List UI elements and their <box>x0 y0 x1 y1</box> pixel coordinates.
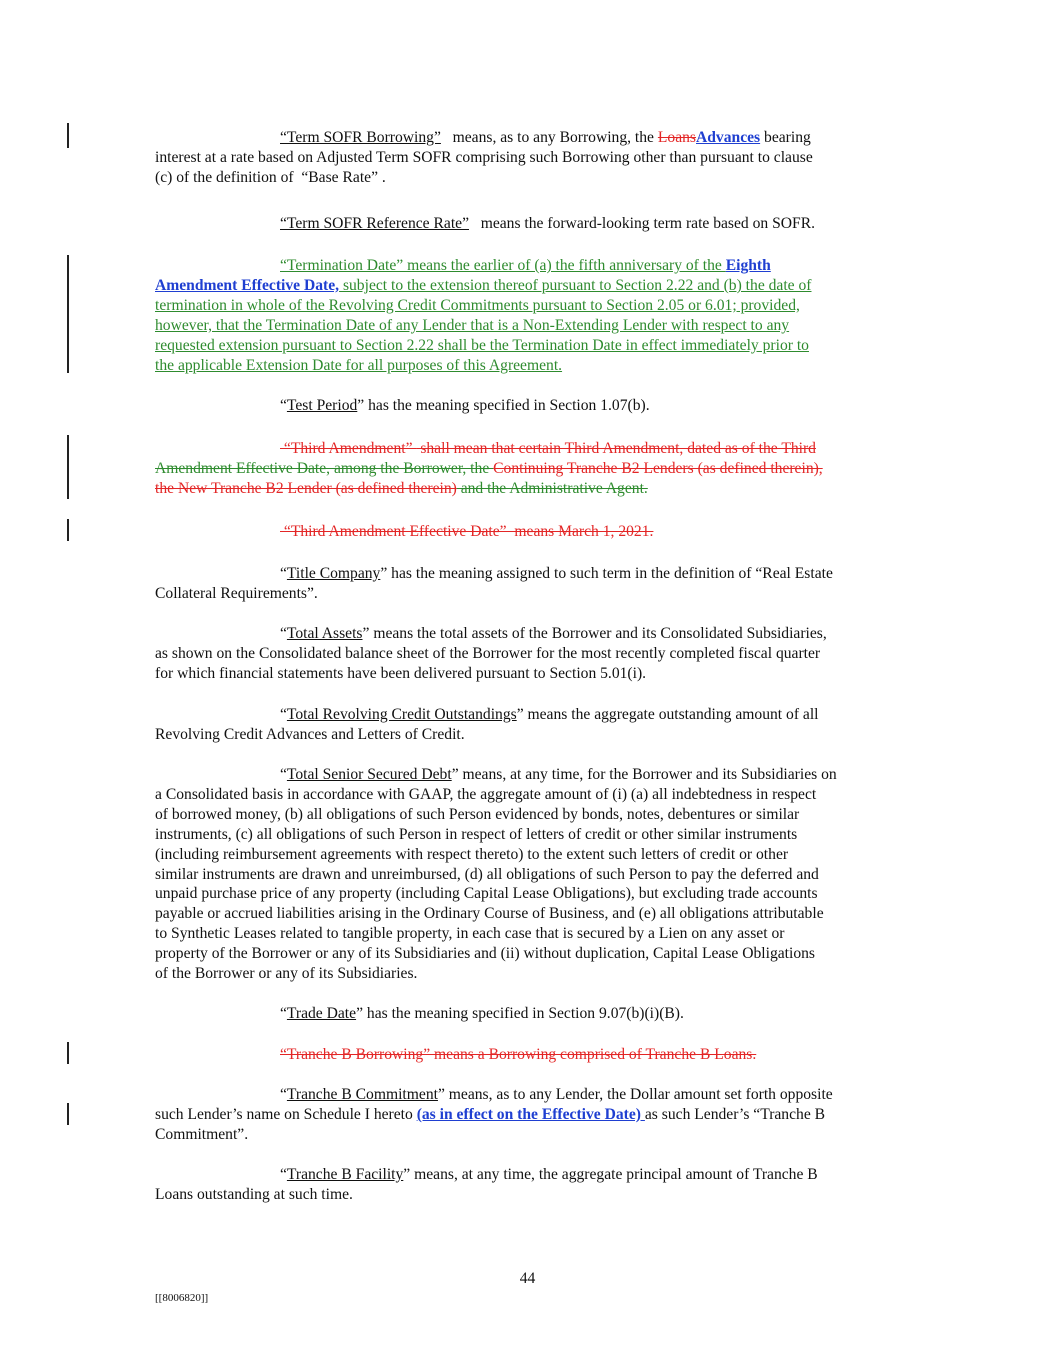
text: ” means, as to any Lender, the Dollar amount set forth opposite <box>437 1086 833 1103</box>
text: ” means the aggregate outstanding amount of all <box>516 706 819 723</box>
deleted-text: “Tranche B Borrowing” means a Borrowing comprised of Tranche B Loans. <box>280 1046 757 1063</box>
text: “ <box>280 625 287 642</box>
inserted-text: Advances <box>696 129 761 146</box>
defined-term: Title Company <box>286 565 381 582</box>
defined-term: Tranche B Facility <box>286 1166 404 1183</box>
text: ” has the meaning specified in Section 1.07(b). <box>357 397 650 414</box>
inserted-text: Amendment Effective Date, <box>155 276 340 294</box>
change-bar <box>67 255 69 373</box>
text-line: of borrowed money, (b) all obligations of such Person evidenced by bonds, notes, debentures or similar <box>155 805 800 823</box>
text: ” means the total assets of the Borrower and its Consolidated Subsidiaries, <box>362 625 827 642</box>
text: “ <box>280 397 287 414</box>
text: as such Lender’s “Tranche B <box>644 1105 826 1123</box>
definition-term-sofr-reference-rate <box>155 214 895 234</box>
deleted-text: means March 1, 2021. <box>510 523 654 540</box>
definition-tranche-b-borrowing <box>155 1045 895 1065</box>
text-line: a Consolidated basis in accordance with GAAP, the aggregate amount of (i) (a) all indebtedness in respect <box>155 785 817 803</box>
definition-trade-date <box>155 1004 895 1024</box>
definition-title-company <box>155 564 895 604</box>
text: means the forward-looking term rate based on SOFR. <box>469 215 816 232</box>
text: “ <box>280 1086 287 1103</box>
text-line: instruments, (c) all obligations of such Person in respect of letters of credit or other similar instruments <box>155 825 798 843</box>
inserted-text: the applicable Extension Date for all purposes of this Agreement. <box>155 356 563 374</box>
inserted-text: however, that the Termination Date of any Lender that is a Non-Extending Lender with respect to any <box>155 316 790 334</box>
text: ” means, at any time, for the Borrower and its Subsidiaries on <box>451 766 837 783</box>
definition-total-senior-secured-debt <box>155 765 895 984</box>
text-line: payable or accrued liabilities arising in the Ordinary Course of Business, and (e) all obligations attributable <box>155 905 824 923</box>
change-bar <box>67 519 69 541</box>
defined-term: “Term SOFR Borrowing” <box>280 129 441 146</box>
defined-term: Total Revolving Credit Outstandings <box>286 706 517 723</box>
text-line: for which financial statements have been delivered pursuant to Section 5.01(i). <box>155 664 647 682</box>
deleted-text: shall mean that certain Third Amendment, dated as of the Third <box>416 440 816 457</box>
text-line: property of the Borrower or any of its Subsidiaries and (ii) without duplication, Capital Lease Obligations <box>155 945 815 963</box>
deleted-text: Loans <box>657 129 696 146</box>
text: “ <box>280 766 287 783</box>
deleted-text: “Third Amendment Effective Date” <box>280 523 511 540</box>
defined-term: Total Assets <box>286 625 363 642</box>
defined-term: Trade Date <box>286 1005 357 1022</box>
text: Base Rate <box>308 168 372 186</box>
inserted-text: Eighth <box>725 257 771 274</box>
change-bar <box>67 1103 69 1125</box>
inserted-text: (as in effect on the Effective Date) <box>416 1105 645 1123</box>
text: such Lender’s name on Schedule I hereto <box>155 1105 417 1123</box>
change-bar <box>67 123 69 148</box>
text: ” has the meaning assigned to such term in the definition of “Real Estate <box>380 565 833 582</box>
inserted-text: requested extension pursuant to Section 2.22 shall be the Termination Date in effect immediately prior to <box>155 336 809 354</box>
change-bar <box>67 435 69 499</box>
text: ” . <box>371 168 386 186</box>
page-number: 44 <box>519 1270 536 1287</box>
text-line: to Synthetic Leases related to tangible property, in each case that is secured by a Lien on any asset or <box>155 925 785 943</box>
deleted-text: the New Tranche B2 Lender (as defined therein) <box>155 479 457 497</box>
defined-term: Tranche B Commitment <box>286 1086 438 1103</box>
text: “ <box>280 706 287 723</box>
definition-tranche-b-commitment <box>155 1085 895 1145</box>
definition-tranche-b-facility <box>155 1165 895 1205</box>
text: (c) of the definition of “ <box>155 168 309 186</box>
text-line: of the Borrower or any of its Subsidiaries. <box>155 965 418 983</box>
text-line: as shown on the Consolidated balance sheet of the Borrower for the most recently completed fiscal quarter <box>155 644 821 662</box>
text: “ <box>280 1005 287 1022</box>
inserted-text: termination in whole of the Revolving Credit Commitments pursuant to Section 2.05 or 6.01; provided, <box>155 296 800 314</box>
text-line: Commitment”. <box>155 1125 249 1143</box>
defined-term: “Term SOFR Reference Rate” <box>280 215 469 232</box>
inserted-text: subject to the extension thereof pursuant to Section 2.22 and (b) the date of <box>339 276 812 294</box>
text: ” means, at any time, the aggregate principal amount of Tranche B <box>403 1166 818 1183</box>
deleted-text: and the Administrative Agent. <box>456 479 648 497</box>
change-bar <box>67 1042 69 1064</box>
text-line: interest at a rate based on Adjusted Term SOFR comprising such Borrowing other than pursuant to clause <box>155 148 813 166</box>
deleted-text: Continuing Tranche B2 Lenders (as defined therein), <box>493 459 823 477</box>
text: means, as to any Borrowing, the <box>440 129 658 146</box>
definition-total-assets <box>155 624 895 684</box>
deleted-text: “Third Amendment” <box>280 440 417 457</box>
text: ” has the meaning specified in Section 9.07(b)(i)(B). <box>356 1005 684 1022</box>
document-id: [[8006820]] <box>155 1292 209 1304</box>
text-line: Revolving Credit Advances and Letters of Credit. <box>155 725 465 743</box>
inserted-text: “Termination Date” means the earlier of (a) the fifth anniversary of the <box>280 257 726 274</box>
definition-third-amendment <box>155 439 895 499</box>
definition-total-revolving-credit-outstandings <box>155 705 895 745</box>
text: bearing <box>760 129 811 146</box>
text: “ <box>280 1166 287 1183</box>
definition-test-period <box>155 396 895 416</box>
defined-term: Total Senior Secured Debt <box>286 766 452 783</box>
text-line: (including reimbursement agreements with respect thereto) to the extent such letters of credit or other <box>155 845 789 863</box>
definition-term-sofr-borrowing <box>155 128 895 188</box>
deleted-text: Amendment Effective Date, among the Borrower, the <box>155 459 494 477</box>
defined-term: Test Period <box>286 397 358 414</box>
text-line: unpaid purchase price of any property (including Capital Lease Obligations), but excluding trade accounts <box>155 885 818 903</box>
text: “ <box>280 565 287 582</box>
definition-termination-date <box>155 256 895 375</box>
text-line: similar instruments are drawn and unreimbursed, (d) all obligations of such Person to pay the deferred and <box>155 865 819 883</box>
definition-third-amendment-effective-date <box>155 522 895 542</box>
text-line: Loans outstanding at such time. <box>155 1185 353 1203</box>
text-line: Collateral Requirements”. <box>155 584 318 602</box>
